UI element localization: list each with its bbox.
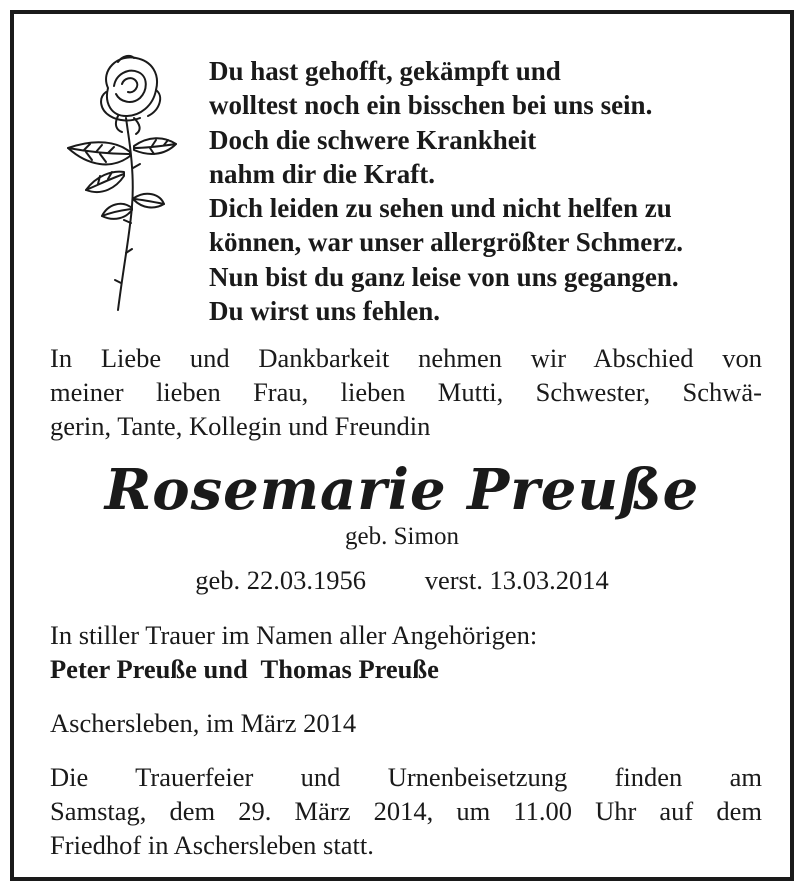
poem-line: nahm dir die Kraft. bbox=[209, 158, 436, 189]
poem-line: Nun bist du ganz leise von uns gegangen. bbox=[209, 261, 679, 292]
place-date: Aschersleben, im März 2014 bbox=[50, 708, 357, 738]
rose-icon bbox=[60, 48, 190, 318]
funeral-line: Samstag, dem 29. März 2014, um 11.00 Uhr auf dem bbox=[50, 796, 762, 826]
intro-line: In Liebe und Dankbarkeit nehmen wir Abschied von bbox=[50, 343, 762, 373]
poem-line: wolltest noch ein bisschen bei uns sein. bbox=[209, 90, 653, 121]
poem-line: Du wirst uns fehlen. bbox=[209, 296, 441, 327]
obituary-notice bbox=[10, 10, 794, 881]
poem-line: Du hast gehofft, gekämpft und bbox=[209, 56, 561, 86]
deceased-name: Rosemarie Preuße bbox=[104, 457, 700, 523]
intro-line: meiner lieben Frau, lieben Mutti, Schwester, Schwä- bbox=[50, 377, 762, 407]
mourners-intro: In stiller Trauer im Namen aller Angehörigen: bbox=[50, 620, 538, 650]
funeral-line: Die Trauerfeier und Urnenbeisetzung finden am bbox=[50, 762, 762, 792]
mourners-block bbox=[50, 618, 762, 686]
poem-line: Doch die schwere Krankheit bbox=[209, 124, 537, 155]
birth-date: geb. 22.03.1956 bbox=[195, 565, 367, 595]
intro-line: gerin, Tante, Kollegin und Freundin bbox=[50, 411, 431, 441]
poem-verse bbox=[209, 54, 789, 328]
maiden-name: geb. Simon bbox=[345, 523, 459, 550]
poem-line: Dich leiden zu sehen und nicht helfen zu bbox=[209, 193, 672, 224]
death-date: verst. 13.03.2014 bbox=[424, 565, 609, 595]
funeral-info bbox=[50, 760, 762, 862]
farewell-intro bbox=[50, 341, 762, 443]
life-dates bbox=[14, 565, 790, 596]
poem-line: können, war unser allergrößter Schmerz. bbox=[209, 227, 683, 258]
funeral-line: Friedhof in Aschersleben statt. bbox=[50, 830, 374, 860]
mourners-names: Peter Preuße und Thomas Preuße bbox=[50, 654, 439, 684]
